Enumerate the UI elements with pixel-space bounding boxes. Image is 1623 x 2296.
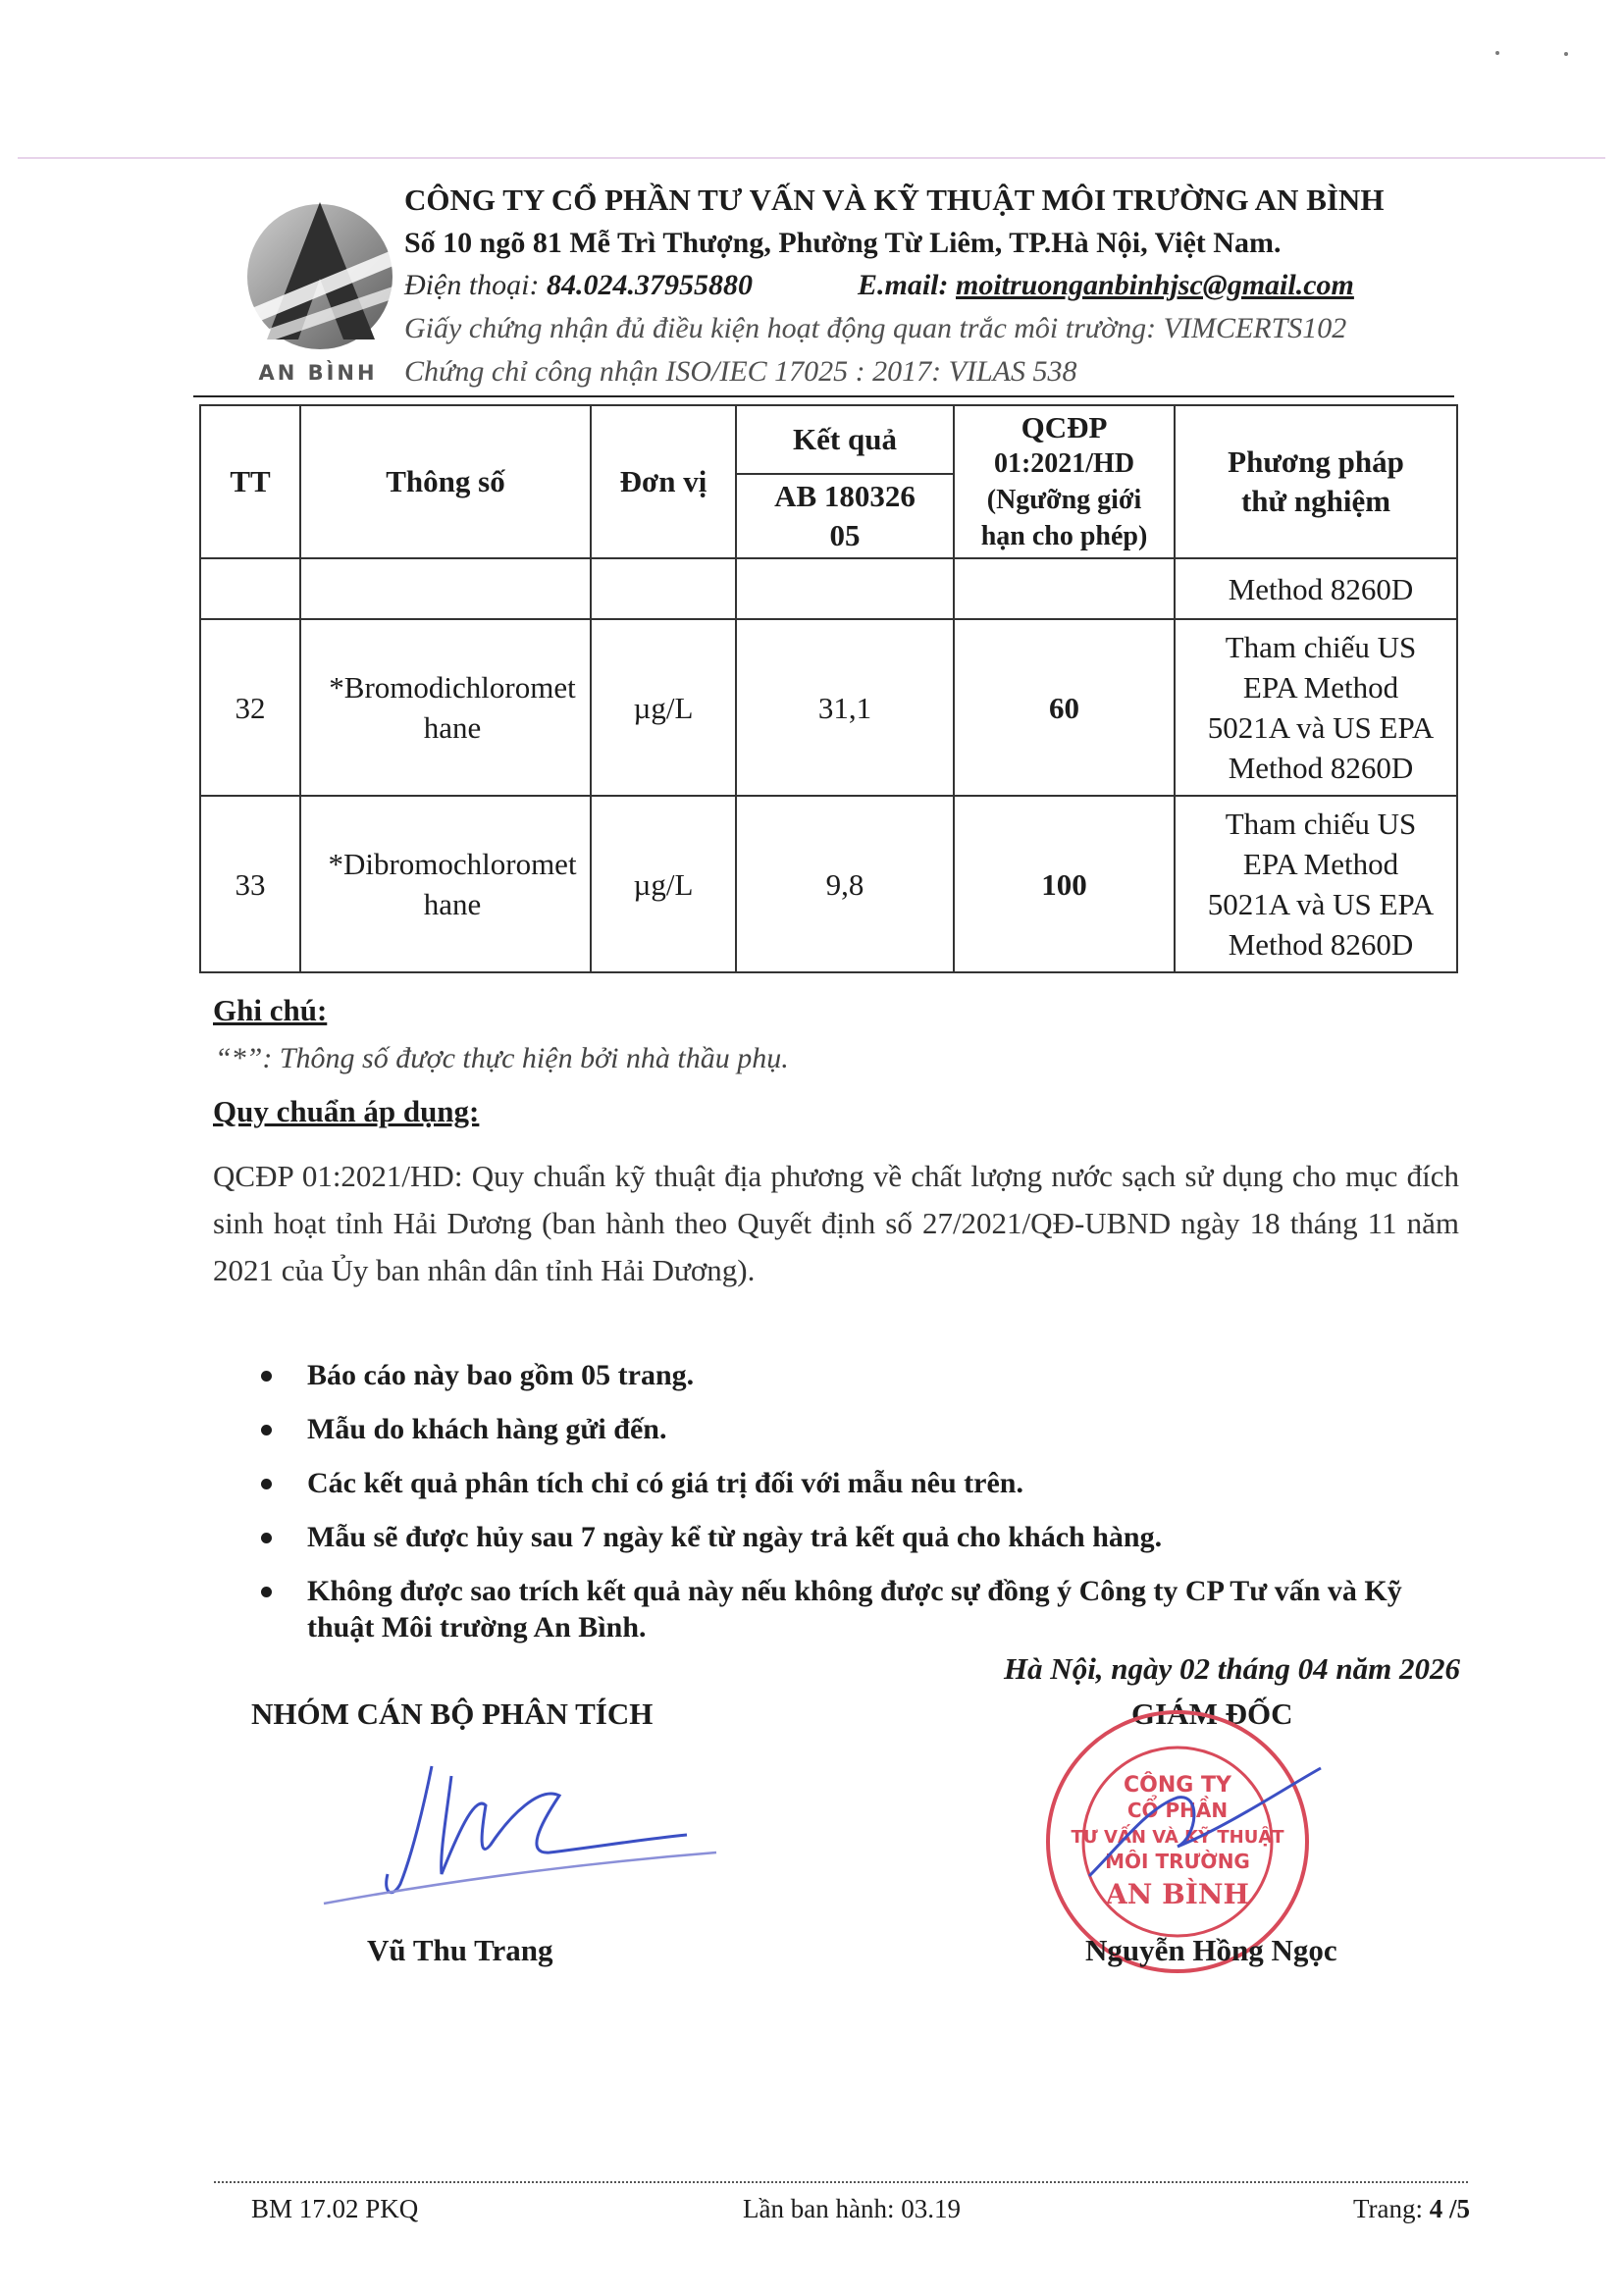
company-logo xyxy=(218,192,414,385)
page-label: Trang: xyxy=(1352,2194,1423,2223)
col-tt: TT xyxy=(200,405,300,558)
col-limit: QCĐP 01:2021/HD (Ngưỡng giới hạn cho phép) xyxy=(954,405,1175,558)
svg-text:CÔNG TY: CÔNG TY xyxy=(1124,1773,1231,1798)
tt-cell: 32 xyxy=(200,619,300,796)
page-number: 4 /5 xyxy=(1429,2194,1470,2223)
list-item: Không được sao trích kết quả này nếu không được sự đồng ý Công ty CP Tư vấn và Kỹ thuật Môi trường An Bình. xyxy=(253,1573,1465,1645)
list-item: Mẫu sẽ được hủy sau 7 ngày kể từ ngày trả kết quả cho khách hàng. xyxy=(253,1519,1465,1555)
analyst-title: NHÓM CÁN BỘ PHÂN TÍCH xyxy=(251,1696,654,1731)
col-method: Phương pháp thử nghiệm xyxy=(1175,405,1457,558)
col-result: Kết quả xyxy=(736,405,954,474)
footer-divider xyxy=(214,2181,1468,2183)
signing-date: Hà Nội, ngày 02 tháng 04 năm 2026 xyxy=(1003,1651,1460,1686)
method-cell: Method 8260D xyxy=(1175,558,1457,619)
analyst-signature xyxy=(314,1737,726,1913)
result-cell: 31,1 xyxy=(736,619,954,796)
svg-text:CỔ PHẦN: CỔ PHẦN xyxy=(1126,1799,1229,1822)
table-row xyxy=(200,619,1457,796)
col-sample-code: AB 180326 05 xyxy=(736,474,954,558)
regulation-title: Quy chuẩn áp dụng: xyxy=(213,1094,480,1128)
param-cell: *Bromodichloromet hane xyxy=(300,619,591,796)
svg-text:AN BÌNH: AN BÌNH xyxy=(1106,1878,1249,1910)
results-table xyxy=(199,404,1458,973)
notes-text: “*”: Thông số được thực hiện bởi nhà thầu phụ. xyxy=(215,1042,789,1074)
limit-cell: 60 xyxy=(954,619,1175,796)
accreditation-line: Chứng chỉ công nhận ISO/IEC 17025 : 2017: VILAS 538 xyxy=(404,355,1077,388)
page-indicator xyxy=(1353,2194,1470,2224)
company-address: Số 10 ngõ 81 Mễ Trì Thượng, Phường Từ Liêm, TP.Hà Nội, Việt Nam. xyxy=(404,227,1282,259)
director-title: GIÁM ĐỐC xyxy=(1131,1696,1293,1731)
table-header-row xyxy=(200,405,1457,474)
svg-text:MÔI TRƯỜNG: MÔI TRƯỜNG xyxy=(1105,1850,1250,1873)
list-item: Các kết quả phân tích chỉ có giá trị đối với mẫu nêu trên. xyxy=(253,1465,1465,1501)
svg-text:TƯ VẤN VÀ KỸ THUẬT: TƯ VẤN VÀ KỸ THUẬT xyxy=(1071,1827,1284,1848)
edition-info: Lần ban hành: 03.19 xyxy=(743,2194,961,2223)
col-unit: Đơn vị xyxy=(591,405,736,558)
director-name: Nguyễn Hồng Ngọc xyxy=(1085,1933,1337,1967)
method-cell: Tham chiếu US EPA Method 5021A và US EPA Method 8260D xyxy=(1175,619,1457,796)
regulation-text: QCĐP 01:2021/HD: Quy chuẩn kỹ thuật địa phương về chất lượng nước sạch sử dụng cho mục đích sinh hoạt tỉnh Hải Dương (ban hành theo Quyết định số 27/2021/QĐ-UBND ngày 18 tháng 11 năm 2021 của Ủy ban nhân dân tỉnh Hải Dương). xyxy=(213,1159,1459,1287)
list-item: Mẫu do khách hàng gửi đến. xyxy=(253,1411,1465,1447)
form-code: BM 17.02 PKQ xyxy=(251,2194,419,2223)
scan-speck xyxy=(1564,52,1568,56)
remarks-list xyxy=(253,1357,1465,1663)
table-row xyxy=(200,558,1457,619)
col-param: Thông số xyxy=(300,405,591,558)
page-top-rule xyxy=(18,157,1605,159)
tt-cell: 33 xyxy=(200,796,300,972)
phone-number: 84.024.37955880 xyxy=(546,269,753,301)
phone-label: Điện thoại: xyxy=(404,269,540,301)
email-address[interactable]: moitruonganbinhjsc@gmail.com xyxy=(956,269,1354,301)
company-name: CÔNG TY CỔ PHẦN TƯ VẤN VÀ KỸ THUẬT MÔI TRƯỜNG AN BÌNH xyxy=(404,183,1385,217)
table-row xyxy=(200,796,1457,972)
header-divider xyxy=(193,395,1454,397)
scan-speck xyxy=(1495,51,1499,55)
analyst-name: Vũ Thu Trang xyxy=(367,1933,553,1967)
param-cell: *Dibromochloromet hane xyxy=(300,796,591,972)
notes-title: Ghi chú: xyxy=(213,993,328,1027)
logo-caption: AN BÌNH xyxy=(258,361,378,385)
company-contact xyxy=(404,269,1354,302)
list-item: Báo cáo này bao gồm 05 trang. xyxy=(253,1357,1465,1393)
limit-cell: 100 xyxy=(954,796,1175,972)
result-cell: 9,8 xyxy=(736,796,954,972)
certificate-line: Giấy chứng nhận đủ điều kiện hoạt động quan trắc môi trường: VIMCERTS102 xyxy=(404,312,1347,344)
email-label: E.mail: xyxy=(857,269,949,301)
method-cell: Tham chiếu US EPA Method 5021A và US EPA Method 8260D xyxy=(1175,796,1457,972)
unit-cell: µg/L xyxy=(591,796,736,972)
unit-cell: µg/L xyxy=(591,619,736,796)
